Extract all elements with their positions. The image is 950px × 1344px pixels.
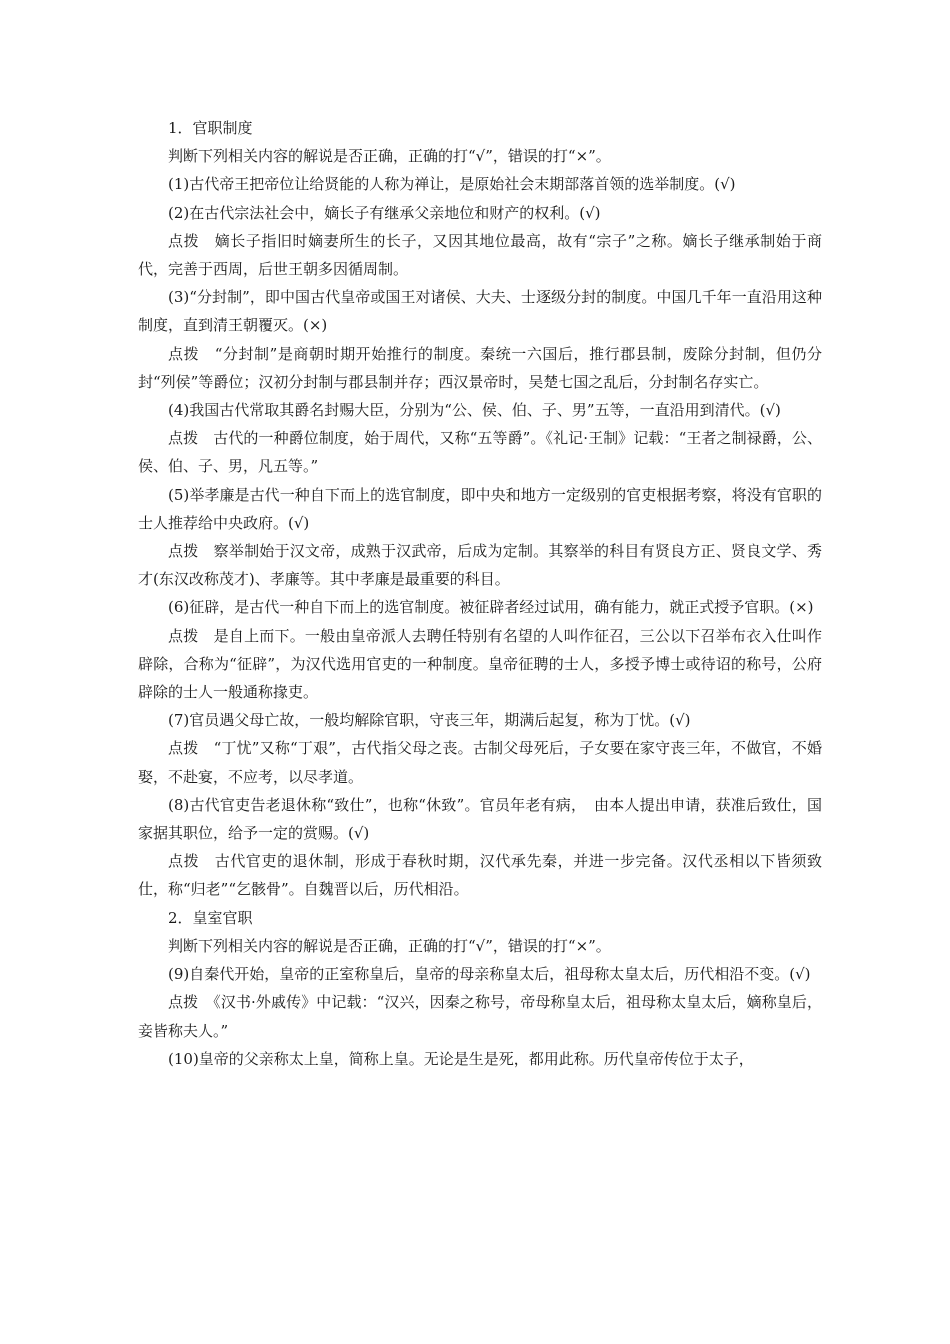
question-item-2: (2)在古代宗法社会中，嫡长子有继承父亲地位和财产的权利。(√)	[168, 203, 601, 222]
instruction-text: 判断下列相关内容的解说是否正确，正确的打“√”，错误的打“×”。	[168, 147, 611, 166]
question-item-7: (7)官员遇父母亡故，一般均解除官职，守丧三年，期满后起复，称为丁忧。(√)	[168, 711, 691, 730]
question-item-3: (3)“分封制”，即中国古代皇帝或国王对诸侯、大夫、士逐级分封的制度。中国几千年一直沿用这种制度，直到清王朝覆灭。(×)	[138, 288, 822, 335]
section-heading-royal-titles: 2．皇室官职	[168, 908, 253, 927]
question-item-9: (9)自秦代开始，皇帝的正室称皇后，皇帝的母亲称皇太后，祖母称太皇太后，历代相沿不变。(√)	[168, 965, 811, 984]
question-item-1: (1)古代帝王把帝位让给贤能的人称为禅让，是原始社会末期部落首领的选举制度。(√)	[168, 175, 736, 194]
instruction-text: 判断下列相关内容的解说是否正确，正确的打“√”，错误的打“×”。	[168, 936, 611, 955]
explanation-item-5: 点拨 察举制始于汉文帝，成熟于汉武帝，后成为定制。其察举的科目有贤良方正、贤良文学、秀才(东汉改称茂才)、孝廉等。其中孝廉是最重要的科目。	[138, 542, 822, 589]
explanation-item-4: 点拨 古代的一种爵位制度，始于周代，又称“五等爵”。《礼记·王制》记载：“王者之制禄爵，公、侯、伯、子、男，凡五等。”	[138, 429, 822, 476]
question-item-6: (6)征辟，是古代一种自下而上的选官制度。被征辟者经过试用，确有能力，就正式授予官职。(×)	[168, 598, 814, 617]
explanation-item-9: 点拨 《汉书·外戚传》中记载：“汉兴，因秦之称号，帝母称皇太后，祖母称太皇太后，嫡称皇后，妾皆称夫人。”	[138, 993, 822, 1040]
explanation-item-7: 点拨 “丁忧”又称“丁艰”，古代指父母之丧。古制父母死后，子女要在家守丧三年，不做官，不婚娶，不赴宴，不应考，以尽孝道。	[138, 739, 822, 786]
question-item-8: (8)古代官吏告老退休称“致仕”，也称“休致”。官员年老有病， 由本人提出申请，获准后致仕，国家据其职位，给予一定的赏赐。(√)	[138, 795, 822, 843]
question-item-10: (10)皇帝的父亲称太上皇，简称上皇。无论是生是死，都用此称。历代皇帝传位于太子，	[168, 1049, 754, 1068]
document-body	[138, 114, 822, 1073]
explanation-item-6: 点拨 是自上而下。一般由皇帝派人去聘任特别有名望的人叫作征召，三公以下召举布衣入仕叫作辟除，合称为“征辟”，为汉代选用官吏的一种制度。皇帝征聘的士人，多授予博士或待诏的称号，公府辟除的士人一般通称掾吏。	[138, 626, 822, 702]
question-item-4: (4)我国古代常取其爵名封赐大臣，分别为“公、侯、伯、子、男”五等，一直沿用到清代。(√)	[168, 401, 781, 420]
section-heading-official-system: 1．官职制度	[168, 119, 253, 137]
explanation-item-2: 点拨 嫡长子指旧时嫡妻所生的长子，又因其地位最高，故有“宗子”之称。嫡长子继承制始于商代，完善于西周，后世王朝多因循周制。	[138, 231, 822, 279]
explanation-item-8: 点拨 古代官吏的退休制，形成于春秋时期，汉代承先秦，并进一步完备。汉代丞相以下皆须致仕，称“归老”“乞骸骨”。自魏晋以后，历代相沿。	[138, 852, 822, 899]
question-item-5: (5)举孝廉是古代一种自下而上的选官制度，即中央和地方一定级别的官吏根据考察，将没有官职的士人推荐给中央政府。(√)	[138, 485, 822, 532]
explanation-item-3: 点拨 “分封制”是商朝时期开始推行的制度。秦统一六国后，推行郡县制，废除分封制，但仍分封“列侯”等爵位；汉初分封制与郡县制并存；西汉景帝时，吴楚七国之乱后，分封制名存实亡。	[138, 344, 822, 391]
